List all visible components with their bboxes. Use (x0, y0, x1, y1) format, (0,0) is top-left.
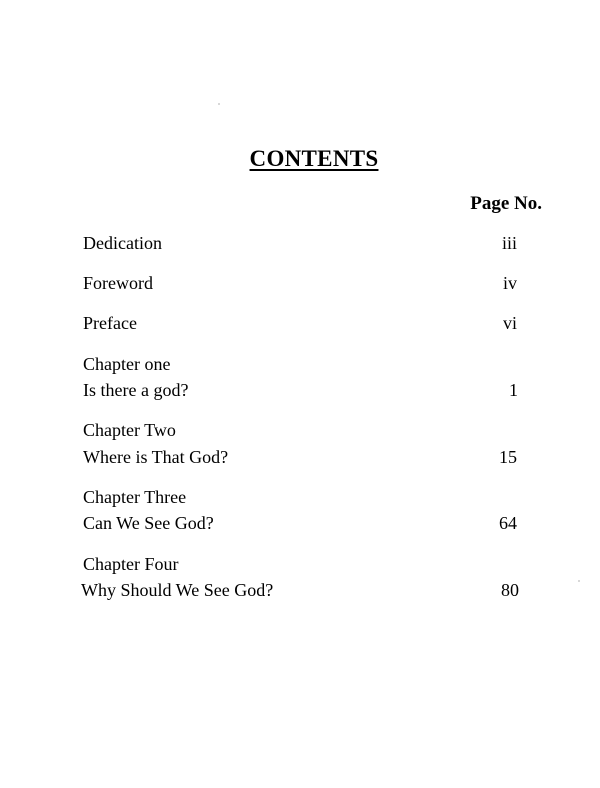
toc-chapter-label-two (83, 417, 518, 443)
toc-chapter-label: Chapter one (83, 354, 171, 374)
toc-entry-page: iv (502, 273, 517, 293)
toc-entry-chapter-two (83, 444, 518, 470)
scan-speck (218, 103, 220, 105)
toc-entry-page: vi (502, 313, 517, 333)
toc-entry-page: 1 (509, 380, 518, 400)
contents-heading: CONTENTS (249, 146, 379, 171)
toc-chapter-label-four (83, 551, 518, 577)
toc-entry-title: Foreword (83, 273, 153, 293)
toc-chapter-label-three (83, 484, 518, 510)
toc-chapter-label: Chapter Four (83, 554, 179, 574)
toc-entry-chapter-one (83, 377, 518, 403)
toc-entry-title: Where is That God? (83, 447, 229, 467)
toc-entry-preface (83, 310, 518, 336)
toc-chapter-label-one (83, 351, 518, 377)
toc-entry-page: iii (501, 233, 517, 253)
toc-entry-title: Is there a god? (83, 380, 189, 400)
toc-entry-page: 80 (501, 580, 519, 600)
toc-entry-page: 64 (499, 513, 517, 533)
toc-entry-title: Can We See God? (83, 513, 214, 533)
toc-chapter-label: Chapter Three (83, 487, 187, 507)
toc-entry-title: Preface (83, 313, 137, 333)
toc-entry-dedication (83, 230, 518, 256)
toc-entry-page: 15 (499, 447, 517, 467)
toc-chapter-label: Chapter Two (83, 420, 176, 440)
scan-speck (578, 580, 580, 582)
page-number-column-header: Page No. (470, 193, 542, 214)
toc-entry-title: Dedication (83, 233, 162, 253)
toc-entry-chapter-four (81, 577, 518, 603)
toc-entry-title: Why Should We See God? (81, 580, 274, 600)
toc-entry-chapter-three (83, 510, 518, 536)
toc-entry-foreword (83, 270, 518, 296)
